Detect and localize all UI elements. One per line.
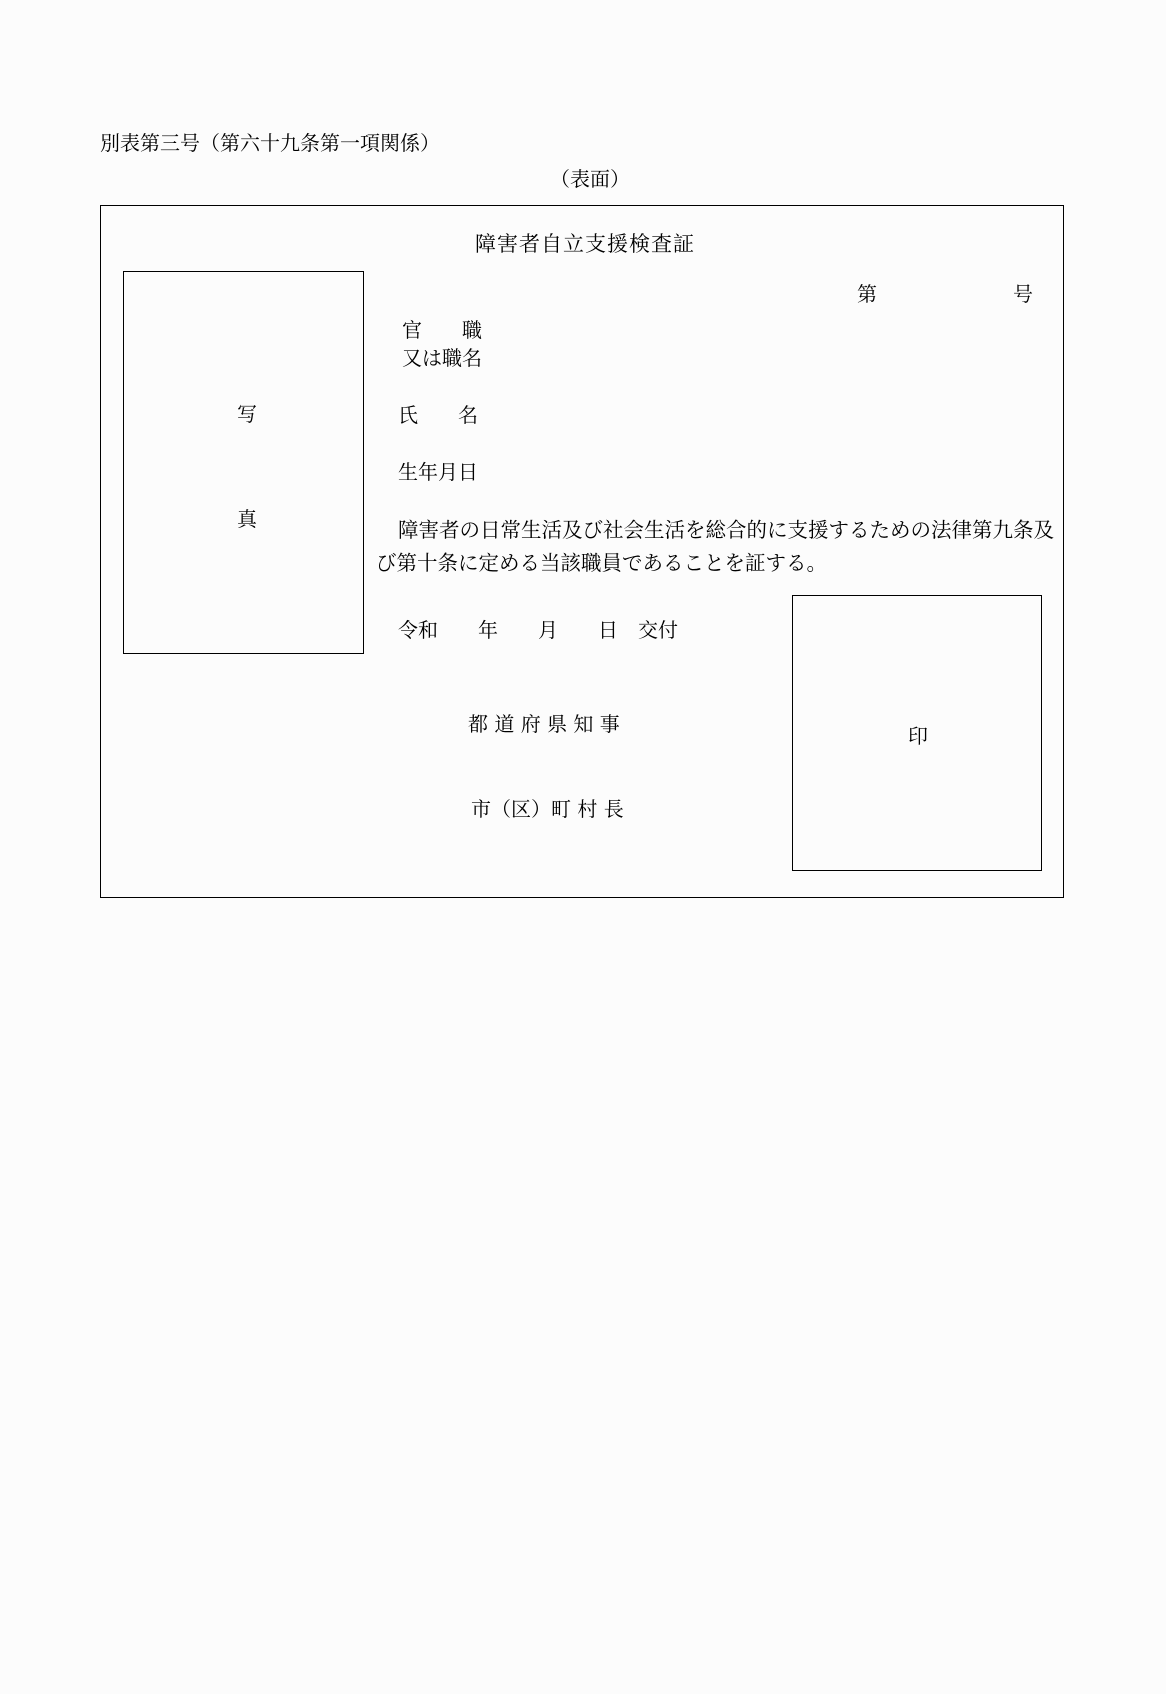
issuer-governor: 都 道 府 県 知 事 xyxy=(468,712,620,736)
seal-label: 印 xyxy=(908,724,928,748)
number-suffix: 号 xyxy=(1013,282,1033,306)
number-prefix: 第 xyxy=(857,282,877,306)
issued-date: 令和 年 月 日 交付 xyxy=(398,618,678,642)
inspection-card xyxy=(100,205,1064,898)
seal-box xyxy=(792,595,1042,871)
photo-label-bottom: 真 xyxy=(237,507,257,531)
photo-label-top: 写 xyxy=(237,402,257,426)
field-official-title-line2: 又は職名 xyxy=(402,346,482,370)
field-name: 氏 名 xyxy=(398,403,478,427)
issuer-mayor: 市（区）町 村 長 xyxy=(471,797,624,821)
face-label: （表面） xyxy=(550,167,630,191)
certification-text: 障害者の日常生活及び社会生活を総合的に支援するための法律第九条及び第十条に定める当該職員であることを証する。 xyxy=(376,518,1054,575)
photo-box xyxy=(123,271,364,654)
field-official-title-line1: 官 職 xyxy=(402,318,482,342)
card-title: 障害者自立支援検査証 xyxy=(475,232,695,256)
table-heading: 別表第三号（第六十九条第一項関係） xyxy=(100,131,440,155)
field-birthdate: 生年月日 xyxy=(398,460,478,484)
